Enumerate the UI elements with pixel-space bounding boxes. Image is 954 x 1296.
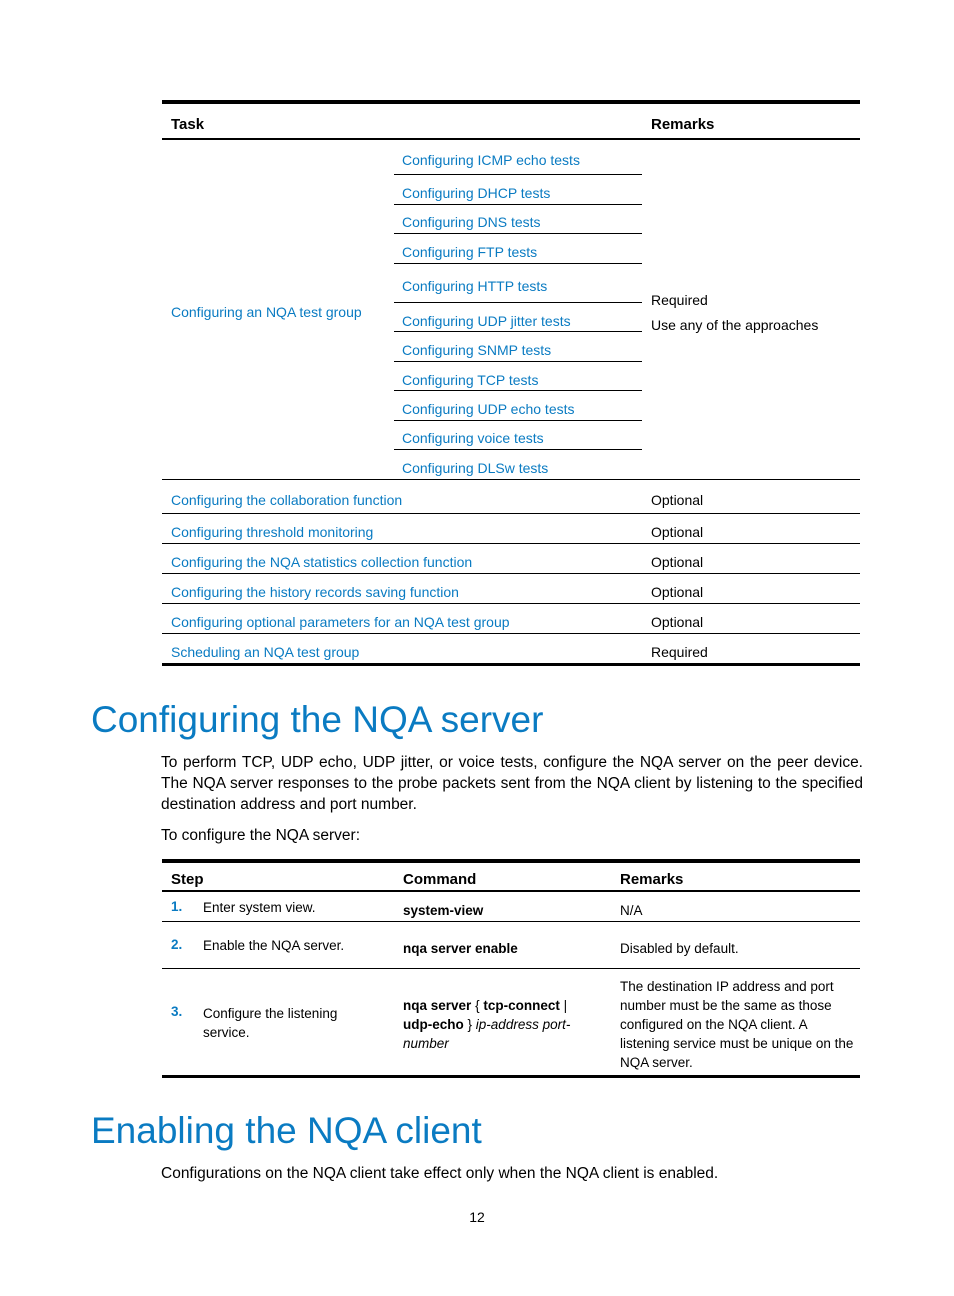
section-heading: Enabling the NQA client (91, 1110, 482, 1151)
group-task-link[interactable]: Configuring an NQA test group (171, 304, 362, 320)
step-header: Step (171, 871, 204, 888)
step-number: 1. (171, 899, 183, 914)
task-remark: Optional (651, 614, 704, 630)
section-paragraph: Configurations on the NQA client take effect only when the NQA client is enabled. (161, 1165, 719, 1182)
task-header: Task (171, 116, 205, 133)
sub-rule (394, 204, 642, 205)
step-number: 3. (171, 1004, 183, 1019)
step-command: system-view (403, 903, 484, 918)
row-rule (162, 479, 860, 480)
task-remark: Optional (651, 584, 704, 600)
sub-rule (394, 390, 642, 391)
sub-rule (394, 302, 642, 303)
task-table (162, 100, 860, 666)
header-rule (162, 890, 860, 892)
subtask-link[interactable]: Configuring FTP tests (402, 244, 538, 260)
subtask-link[interactable]: Configuring HTTP tests (402, 278, 548, 294)
sub-rule (394, 361, 642, 362)
subtask-link[interactable]: Configuring SNMP tests (402, 342, 552, 358)
task-link[interactable]: Configuring the history records saving function (171, 584, 459, 600)
subtask-link[interactable]: Configuring ICMP echo tests (402, 152, 580, 168)
task-remark: Optional (651, 554, 704, 570)
task-remark: Optional (651, 492, 704, 508)
subtask-link[interactable]: Configuring DLSw tests (402, 460, 549, 476)
remarks-header: Remarks (651, 116, 715, 133)
sub-rule (394, 174, 642, 175)
row-rule (162, 543, 860, 544)
remarks-header: Remarks (620, 871, 684, 888)
step-command: nqa server { tcp-connect | udp-echo } ip-address port-number (403, 998, 571, 1051)
step-description: Configure the listening service. (203, 1006, 338, 1040)
sub-rule (394, 263, 642, 264)
subtask-link[interactable]: Configuring DNS tests (402, 214, 541, 230)
subtask-link[interactable]: Configuring TCP tests (402, 372, 539, 388)
group-remark: Required (651, 292, 708, 308)
row-rule (162, 968, 860, 969)
row-rule (162, 603, 860, 604)
sub-rule (394, 449, 642, 450)
task-remark: Required (651, 644, 708, 660)
subtask-link[interactable]: Configuring voice tests (402, 430, 544, 446)
header-rule (162, 138, 860, 140)
sub-rule (394, 420, 642, 421)
subtask-link[interactable]: Configuring UDP echo tests (402, 401, 575, 417)
group-remark: Use any of the approaches (651, 317, 819, 333)
task-remark: Optional (651, 524, 704, 540)
task-link[interactable]: Configuring threshold monitoring (171, 524, 374, 540)
section-heading: Configuring the NQA server (91, 699, 544, 740)
step-remark: The destination IP address and port number must be the same as those configured on the NQA client. A listening service must be unique on the NQA server. (620, 979, 854, 1070)
step-description: Enable the NQA server. (203, 938, 345, 953)
page-number: 12 (469, 1209, 485, 1225)
sub-rule (394, 331, 642, 332)
row-rule (162, 633, 860, 634)
step-number: 2. (171, 937, 183, 952)
section-paragraph: To perform TCP, UDP echo, UDP jitter, or voice tests, configure the NQA server on the peer device. The NQA server responses to the probe packets sent from the NQA client by listening to the specified destination address and port number. (161, 754, 863, 813)
step-command: nqa server enable (403, 941, 518, 956)
step-table (162, 859, 860, 1078)
step-remark: Disabled by default. (620, 941, 739, 956)
task-link[interactable]: Scheduling an NQA test group (171, 644, 360, 660)
subtask-link[interactable]: Configuring DHCP tests (402, 185, 551, 201)
step-description: Enter system view. (203, 900, 316, 915)
task-link[interactable]: Configuring optional parameters for an NQA test group (171, 614, 510, 630)
command-header: Command (403, 871, 477, 888)
task-link[interactable]: Configuring the NQA statistics collection function (171, 554, 473, 570)
row-rule (162, 573, 860, 574)
task-link[interactable]: Configuring the collaboration function (171, 492, 403, 508)
row-rule (162, 513, 860, 514)
sub-rule (394, 233, 642, 234)
subtask-link[interactable]: Configuring UDP jitter tests (402, 313, 571, 329)
table-intro: To configure the NQA server: (161, 827, 361, 844)
step-remark: N/A (620, 903, 643, 918)
row-rule (162, 921, 860, 922)
